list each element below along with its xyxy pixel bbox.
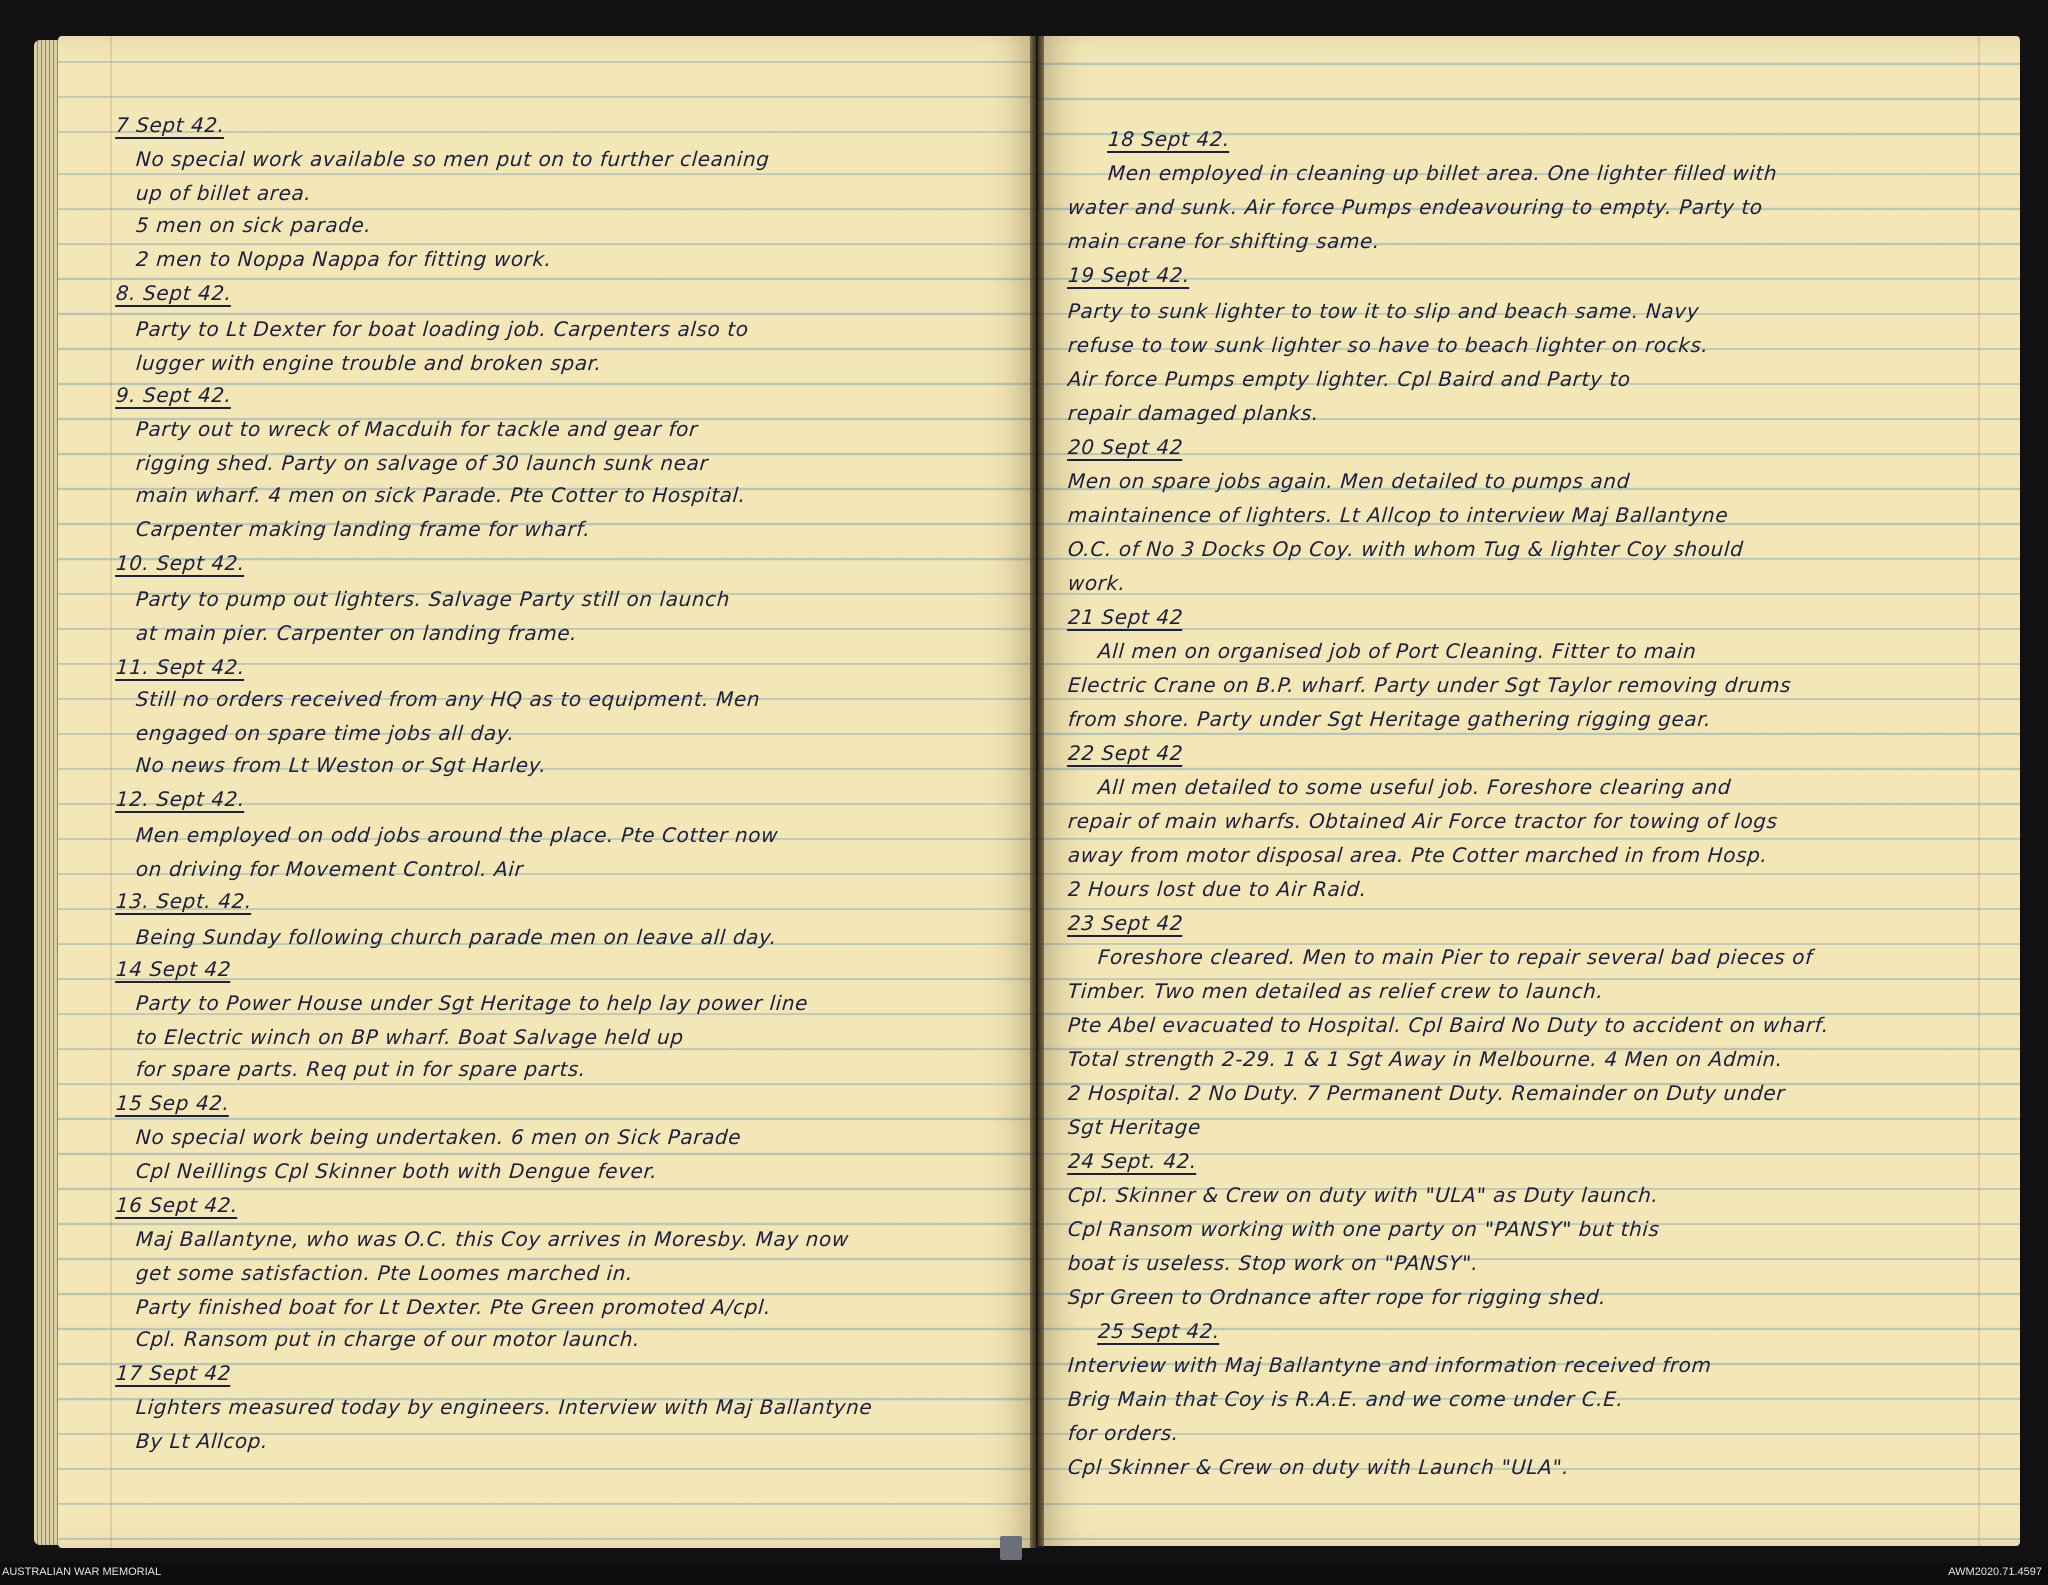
diary-date-heading: 15 Sep 42.	[115, 1091, 231, 1115]
diary-line: 2 Hours lost due to Air Raid.	[1067, 877, 1368, 901]
diary-date-heading: 11. Sept 42.	[115, 655, 246, 679]
diary-line: Electric Crane on B.P. wharf. Party under Sgt Taylor removing drums	[1067, 673, 1793, 697]
diary-line: main crane for shifting same.	[1067, 229, 1381, 253]
diary-line: Sgt Heritage	[1067, 1115, 1202, 1139]
diary-line: Cpl. Ransom put in charge of our motor launch.	[135, 1327, 642, 1351]
diary-line: on driving for Movement Control. Air	[135, 857, 525, 881]
diary-line: to Electric winch on BP wharf. Boat Salvage held up	[135, 1025, 685, 1049]
diary-line: for spare parts. Req put in for spare parts.	[135, 1057, 587, 1081]
diary-line: Still no orders received from any HQ as to equipment. Men	[135, 687, 762, 711]
diary-line: Air force Pumps empty lighter. Cpl Baird and Party to	[1067, 367, 1632, 391]
diary-line: boat is useless. Stop work on "PANSY".	[1067, 1251, 1480, 1275]
diary-line: Party to Power House under Sgt Heritage to help lay power line	[135, 991, 810, 1015]
right-page	[1038, 36, 2020, 1546]
diary-line: get some satisfaction. Pte Loomes marched in.	[135, 1261, 634, 1285]
diary-line: Party to sunk lighter to tow it to slip and beach same. Navy	[1067, 299, 1701, 323]
diary-line: Brig Main that Coy is R.A.E. and we come under C.E.	[1067, 1387, 1625, 1411]
diary-line: O.C. of No 3 Docks Op Coy. with whom Tug & lighter Coy should	[1067, 537, 1745, 561]
diary-date-heading: 14 Sept 42	[115, 957, 232, 981]
diary-line: Carpenter making landing frame for wharf.	[135, 517, 592, 541]
left-page	[58, 36, 1036, 1548]
margin-rule	[110, 36, 112, 1548]
diary-line: for orders.	[1067, 1421, 1180, 1445]
diary-date-heading: 18 Sept 42.	[1107, 127, 1231, 151]
diary-line: Timber. Two men detailed as relief crew to launch.	[1067, 979, 1605, 1003]
diary-line: Being Sunday following church parade men on leave all day.	[135, 925, 778, 949]
diary-date-heading: 22 Sept 42	[1067, 741, 1184, 765]
diary-date-heading: 9. Sept 42.	[115, 383, 233, 407]
diary-line: repair damaged planks.	[1067, 401, 1320, 425]
diary-line: away from motor disposal area. Pte Cotter marched in from Hosp.	[1067, 843, 1769, 867]
diary-line: Cpl Skinner & Crew on duty with Launch "ULA".	[1067, 1455, 1571, 1479]
bookmark-ribbon	[1000, 1536, 1022, 1560]
diary-line: Men on spare jobs again. Men detailed to pumps and	[1067, 469, 1631, 493]
diary-line: Party finished boat for Lt Dexter. Pte Green promoted A/cpl.	[135, 1295, 773, 1319]
diary-date-heading: 19 Sept 42.	[1067, 263, 1191, 287]
diary-date-heading: 23 Sept 42	[1067, 911, 1184, 935]
diary-line: By Lt Allcop.	[135, 1429, 269, 1453]
diary-line: work.	[1067, 571, 1127, 595]
diary-line: rigging shed. Party on salvage of 30 launch sunk near	[135, 451, 710, 475]
diary-date-heading: 10. Sept 42.	[115, 551, 246, 575]
diary-line: refuse to tow sunk lighter so have to beach lighter on rocks.	[1067, 333, 1710, 357]
diary-date-heading: 21 Sept 42	[1067, 605, 1184, 629]
diary-date-heading: 17 Sept 42	[115, 1361, 232, 1385]
diary-line: Foreshore cleared. Men to main Pier to repair several bad pieces of	[1097, 945, 1814, 969]
diary-line: Lighters measured today by engineers. Interview with Maj Ballantyne	[135, 1395, 874, 1419]
diary-date-heading: 24 Sept. 42.	[1067, 1149, 1198, 1173]
diary-line: Party out to wreck of Macduih for tackle and gear for	[135, 417, 699, 441]
diary-date-heading: 12. Sept 42.	[115, 787, 246, 811]
footer-accession-number: AWM2020.71.4597	[1948, 1566, 2042, 1578]
diary-line: Party to pump out lighters. Salvage Party still on launch	[135, 587, 731, 611]
diary-line: Cpl Neillings Cpl Skinner both with Dengue fever.	[135, 1159, 659, 1183]
margin-rule	[1978, 36, 1980, 1546]
diary-line: 2 Hospital. 2 No Duty. 7 Permanent Duty. Remainder on Duty under	[1067, 1081, 1787, 1105]
diary-line: Men employed on odd jobs around the place. Pte Cotter now	[135, 823, 780, 847]
diary-line: Cpl Ransom working with one party on "PANSY" but this	[1067, 1217, 1661, 1241]
diary-date-heading: 16 Sept 42.	[115, 1193, 239, 1217]
diary-line: Pte Abel evacuated to Hospital. Cpl Baird No Duty to accident on wharf.	[1067, 1013, 1830, 1037]
diary-line: at main pier. Carpenter on landing frame.	[135, 621, 579, 645]
diary-line: No special work available so men put on to further cleaning	[135, 147, 771, 171]
diary-date-heading: 25 Sept 42.	[1097, 1319, 1221, 1343]
diary-line: No special work being undertaken. 6 men on Sick Parade	[135, 1125, 743, 1149]
diary-line: Total strength 2-29. 1 & 1 Sgt Away in Melbourne. 4 Men on Admin.	[1067, 1047, 1784, 1071]
diary-line: 5 men on sick parade.	[135, 213, 373, 237]
footer-credit: AUSTRALIAN WAR MEMORIAL	[2, 1566, 162, 1578]
diary-line: Men employed in cleaning up billet area. One lighter filled with	[1107, 161, 1779, 185]
diary-date-heading: 8. Sept 42.	[115, 281, 233, 305]
diary-line: main wharf. 4 men on sick Parade. Pte Cotter to Hospital.	[135, 483, 747, 507]
diary-line: lugger with engine trouble and broken spar.	[135, 351, 603, 375]
diary-line: Maj Ballantyne, who was O.C. this Coy arrives in Moresby. May now	[135, 1227, 850, 1251]
diary-line: 2 men to Noppa Nappa for fitting work.	[135, 247, 553, 271]
diary-line: All men detailed to some useful job. Foreshore clearing and	[1097, 775, 1732, 799]
page-edges	[34, 40, 60, 1545]
diary-line: Spr Green to Ordnance after rope for rigging shed.	[1067, 1285, 1608, 1309]
diary-line: Party to Lt Dexter for boat loading job. Carpenters also to	[135, 317, 750, 341]
diary-line: engaged on spare time jobs all day.	[135, 721, 516, 745]
diary-line: repair of main wharfs. Obtained Air Force tractor for towing of logs	[1067, 809, 1779, 833]
diary-line: Interview with Maj Ballantyne and information received from	[1067, 1353, 1713, 1377]
diary-date-heading: 20 Sept 42	[1067, 435, 1184, 459]
diary-line: All men on organised job of Port Cleaning. Fitter to main	[1097, 639, 1698, 663]
diary-line: up of billet area.	[135, 181, 313, 205]
diary-line: Cpl. Skinner & Crew on duty with "ULA" as Duty launch.	[1067, 1183, 1660, 1207]
diary-line: No news from Lt Weston or Sgt Harley.	[135, 753, 548, 777]
diary-line: from shore. Party under Sgt Heritage gathering rigging gear.	[1067, 707, 1713, 731]
diary-line: maintainence of lighters. Lt Allcop to interview Maj Ballantyne	[1067, 503, 1730, 527]
diary-line: water and sunk. Air force Pumps endeavouring to empty. Party to	[1067, 195, 1764, 219]
book-spine	[1030, 36, 1044, 1548]
diary-date-heading: 13. Sept. 42.	[115, 889, 253, 913]
diary-date-heading: 7 Sept 42.	[115, 113, 226, 137]
